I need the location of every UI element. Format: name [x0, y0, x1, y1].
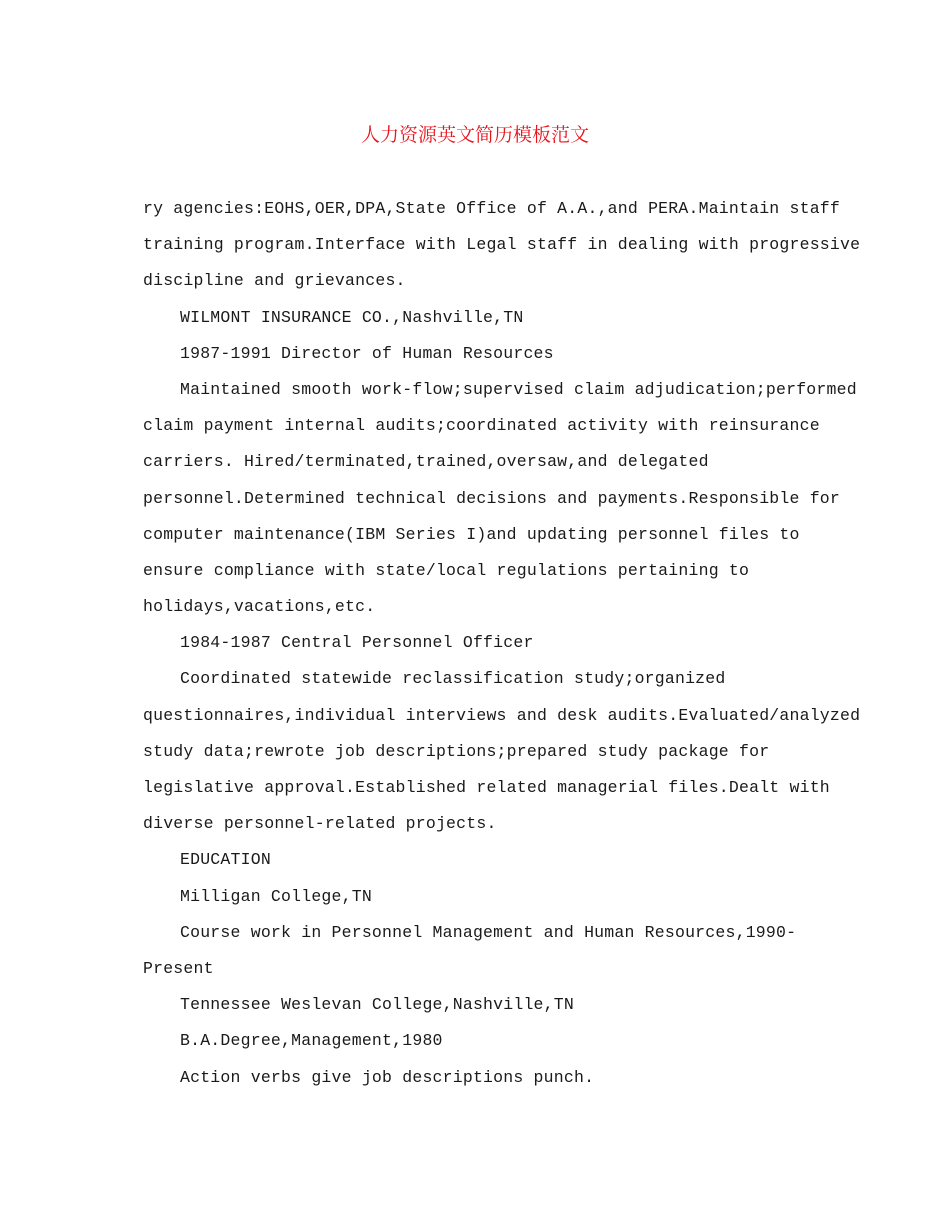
body-line: diverse personnel-related projects. — [143, 814, 497, 834]
body-line: B.A.Degree,Management,1980 — [180, 1031, 443, 1051]
body-line: WILMONT INSURANCE CO.,Nashville,TN — [180, 307, 524, 327]
body-line: holidays,vacations,etc. — [143, 597, 376, 617]
body-line: ensure compliance with state/local regulations pertaining to — [143, 560, 750, 580]
body-line: Tennessee Weslevan College,Nashville,TN — [180, 995, 574, 1015]
body-line: claim payment internal audits;coordinated activity with reinsurance — [143, 416, 820, 436]
body-line: 1987-1991 Director of Human Resources — [180, 343, 554, 363]
body-line: questionnaires,individual interviews and desk audits.Evaluated/analyzed — [143, 705, 861, 725]
document-body — [143, 191, 861, 1096]
body-line: legislative approval.Established related managerial files.Dealt with — [143, 778, 830, 797]
body-line: EDUCATION — [180, 850, 271, 870]
body-line: discipline and grievances. — [143, 271, 406, 291]
body-line: study data;rewrote job descriptions;prepared study package for — [143, 741, 770, 761]
body-line: Course work in Personnel Management and Human Resources,1990- — [180, 922, 797, 942]
body-line: carriers. Hired/terminated,trained,oversaw,and delegated — [143, 452, 709, 472]
body-line: Milligan College,TN — [180, 886, 372, 906]
body-line: computer maintenance(IBM Series I)and updating personnel files to — [143, 524, 800, 544]
body-line: training program.Interface with Legal staff in dealing with progressive — [143, 235, 861, 255]
body-line: Action verbs give job descriptions punch. — [180, 1067, 595, 1087]
body-line: Maintained smooth work-flow;supervised claim adjudication;performed — [180, 379, 857, 399]
document-title: 人力资源英文简历模板范文 — [360, 124, 589, 146]
body-line: Present — [143, 958, 214, 978]
body-line: Coordinated statewide reclassification study;organized — [180, 669, 726, 689]
body-line: personnel.Determined technical decisions and payments.Responsible for — [143, 488, 841, 508]
body-line: 1984-1987 Central Personnel Officer — [180, 633, 534, 653]
body-line: ry agencies:EOHS,OER,DPA,State Office of A.A.,and PERA.Maintain staff — [143, 199, 841, 218]
